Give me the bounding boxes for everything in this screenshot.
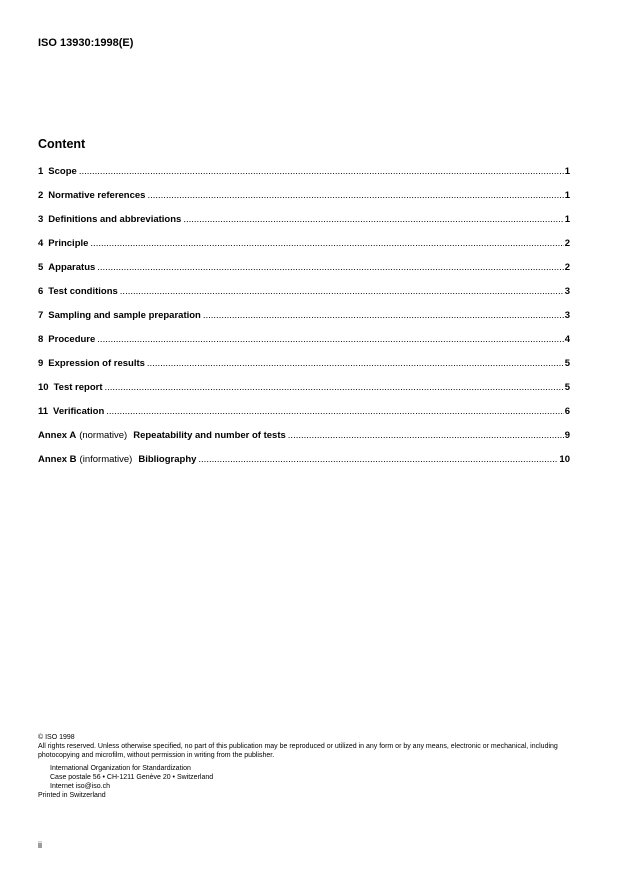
toc-entry-page: 9 [564,430,570,441]
toc-entry-page: 10 [559,454,570,465]
dot-leader [105,382,564,393]
toc-entry-page: 1 [564,166,570,177]
annex-title: Repeatability and number of tests [133,430,286,441]
toc-entry-number: 5 [38,262,44,273]
toc-entry-normative-references[interactable] [38,190,570,214]
toc-entry-page: 2 [564,262,570,273]
annex-title: Bibliography [138,454,197,465]
dot-leader [198,454,558,465]
toc-entry-title: Apparatus [48,262,96,273]
toc-entry-verification[interactable] [38,406,570,430]
dot-leader [147,358,564,369]
toc-entry-page: 1 [564,190,570,201]
postal-address: Case postale 56 • CH-1211 Genève 20 • Switzerland [50,774,214,781]
toc-entry-title: Expression of results [48,358,145,369]
rights-statement: All rights reserved. Unless otherwise specified, no part of this publication may be reproduced or utilized in any form or by any means, electronic or mechanical, including photocopying and microfilm, without permission in writing from the publisher. [38,743,558,759]
toc-entry-title: Sampling and sample preparation [48,310,201,321]
annex-kind: (informative) [79,454,133,465]
annex-kind: (normative) [79,430,128,441]
toc-entry-number: 8 [38,334,44,345]
toc-entry-definitions[interactable] [38,214,570,238]
toc-entry-number: 10 [38,382,49,393]
dot-leader [183,214,563,225]
toc-entry-page: 3 [564,310,570,321]
toc-entry-title: Test report [53,382,103,393]
toc-entry-number: 9 [38,358,44,369]
printed-in: Printed in Switzerland [38,792,106,799]
annex-label: Annex A [38,430,77,441]
table-of-contents [38,166,570,478]
organization-name: International Organization for Standardization [50,765,191,772]
toc-entry-page: 5 [564,382,570,393]
toc-entry-apparatus[interactable] [38,262,570,286]
toc-entry-number: 3 [38,214,44,225]
toc-entry-number: 2 [38,190,44,201]
dot-leader [97,334,563,345]
toc-entry-page: 1 [564,214,570,225]
toc-entry-page: 3 [564,286,570,297]
toc-entry-title: Scope [48,166,77,177]
toc-entry-number: 7 [38,310,44,321]
toc-entry-page: 4 [564,334,570,345]
toc-entry-number: 11 [38,406,49,417]
toc-entry-title: Principle [48,238,89,249]
copyright-notice [38,733,583,800]
copyright-line: © ISO 1998 [38,734,75,741]
toc-entry-test-report[interactable] [38,382,570,406]
toc-entry-title: Procedure [48,334,96,345]
standard-identifier: ISO 13930:1998(E) [38,37,134,49]
dot-leader [288,430,564,441]
toc-entry-sampling[interactable] [38,310,570,334]
toc-entry-number: 1 [38,166,44,177]
toc-entry-expression-of-results[interactable] [38,358,570,382]
dot-leader [106,406,563,417]
toc-entry-number: 4 [38,238,44,249]
toc-entry-page: 5 [564,358,570,369]
toc-entry-test-conditions[interactable] [38,286,570,310]
toc-entry-title: Verification [53,406,105,417]
toc-entry-page: 6 [564,406,570,417]
toc-entry-principle[interactable] [38,238,570,262]
dot-leader [147,190,563,201]
toc-entry-page: 2 [564,238,570,249]
toc-entry-title: Normative references [48,190,146,201]
dot-leader [97,262,563,273]
annex-label: Annex B [38,454,77,465]
toc-entry-scope[interactable] [38,166,570,190]
toc-entry-annex-b[interactable] [38,454,570,478]
dot-leader [79,166,564,177]
toc-entry-number: 6 [38,286,44,297]
toc-heading: Content [38,137,86,151]
toc-entry-annex-a[interactable] [38,430,570,454]
toc-entry-procedure[interactable] [38,334,570,358]
page-number: ii [38,840,42,850]
toc-entry-title: Test conditions [48,286,118,297]
toc-entry-title: Definitions and abbreviations [48,214,182,225]
dot-leader [203,310,564,321]
dot-leader [120,286,564,297]
dot-leader [90,238,563,249]
internet-contact: Internet iso@iso.ch [50,783,111,790]
